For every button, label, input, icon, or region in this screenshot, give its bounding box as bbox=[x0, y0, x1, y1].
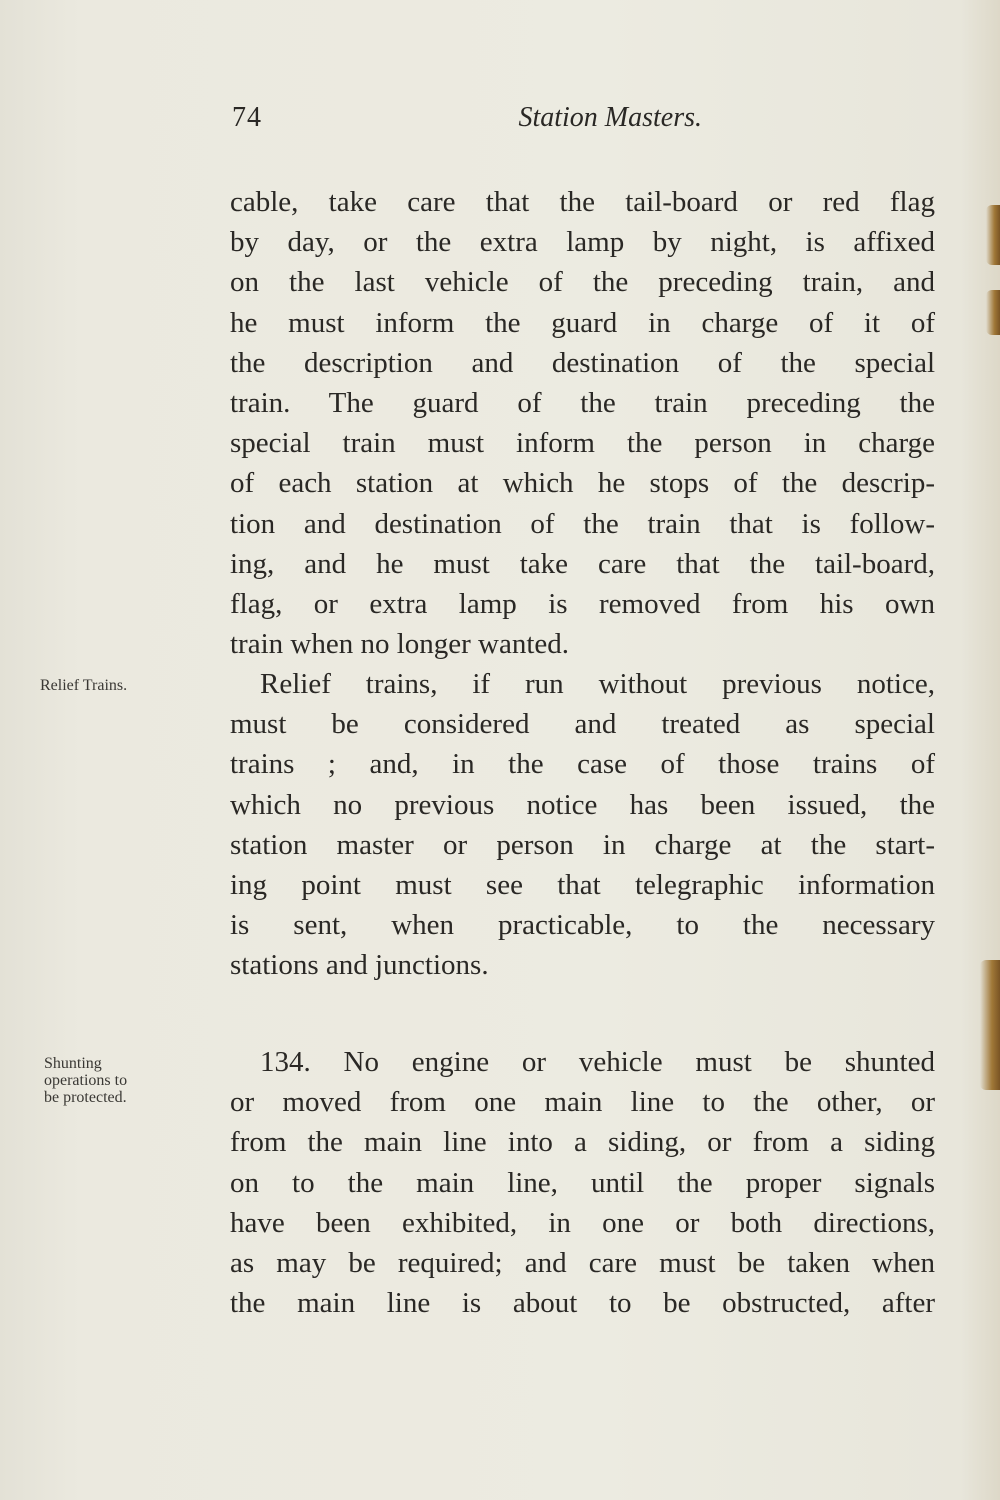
margin-note-shunting bbox=[44, 1055, 184, 1106]
text-line: the description and destination of the special bbox=[230, 346, 935, 379]
text-line: the main line is about to be obstructed, after bbox=[230, 1287, 935, 1320]
text-line: train. The guard of the train preceding the bbox=[230, 386, 935, 419]
text-line: as may be required; and care must be taken when bbox=[230, 1246, 935, 1279]
margin-note-relief-trains: Relief Trains. bbox=[40, 677, 128, 694]
running-header bbox=[232, 102, 702, 146]
page-number: 74 bbox=[232, 102, 262, 133]
margin-note-line: Shunting bbox=[44, 1055, 102, 1072]
text-line: cable, take care that the tail-board or red flag bbox=[230, 186, 935, 218]
text-line: must be considered and treated as special bbox=[230, 708, 935, 741]
text-line: from the main line into a siding, or from a siding bbox=[230, 1126, 935, 1159]
margin-note-line: operations to bbox=[44, 1072, 128, 1089]
paragraph-continuation bbox=[230, 182, 935, 664]
text-line: trains ; and, in the case of those trains of bbox=[230, 748, 935, 781]
text-line: is sent, when practicable, to the necessary bbox=[230, 909, 935, 942]
margin-note-line: be protected. bbox=[44, 1089, 127, 1106]
text-line: tion and destination of the train that is follow- bbox=[230, 507, 935, 540]
text-line: or moved from one main line to the other, or bbox=[230, 1086, 935, 1119]
text-line: Relief trains, if run without previous notice, bbox=[260, 668, 935, 700]
text-line: special train must inform the person in charge bbox=[230, 427, 935, 460]
page-edge-stain bbox=[980, 960, 1000, 1090]
text-line: on the last vehicle of the preceding train, and bbox=[230, 266, 935, 299]
text-line: on to the main line, until the proper signals bbox=[230, 1166, 935, 1199]
running-title: Station Masters. bbox=[518, 102, 702, 133]
text-line: by day, or the extra lamp by night, is affixed bbox=[230, 226, 935, 259]
text-line: he must inform the guard in charge of it of bbox=[230, 306, 935, 339]
text-line: stations and junctions. bbox=[230, 949, 489, 982]
text-line: 134. No engine or vehicle must be shunted bbox=[260, 1046, 935, 1078]
text-line: train when no longer wanted. bbox=[230, 628, 570, 661]
text-line: ing point must see that telegraphic information bbox=[230, 868, 935, 901]
text-line: which no previous notice has been issued, the bbox=[230, 788, 935, 821]
text-line: ing, and he must take care that the tail-board, bbox=[230, 547, 935, 580]
text-line: have been exhibited, in one or both directions, bbox=[230, 1206, 935, 1239]
page-edge-stain bbox=[986, 290, 1000, 335]
paragraph-relief-trains bbox=[230, 664, 935, 986]
text-line: flag, or extra lamp is removed from his own bbox=[230, 587, 935, 620]
paragraph-134 bbox=[230, 1042, 935, 1323]
page-edge-stain bbox=[986, 205, 1000, 265]
text-line: of each station at which he stops of the descrip- bbox=[230, 467, 935, 500]
text-line: station master or person in charge at the start- bbox=[230, 828, 935, 861]
